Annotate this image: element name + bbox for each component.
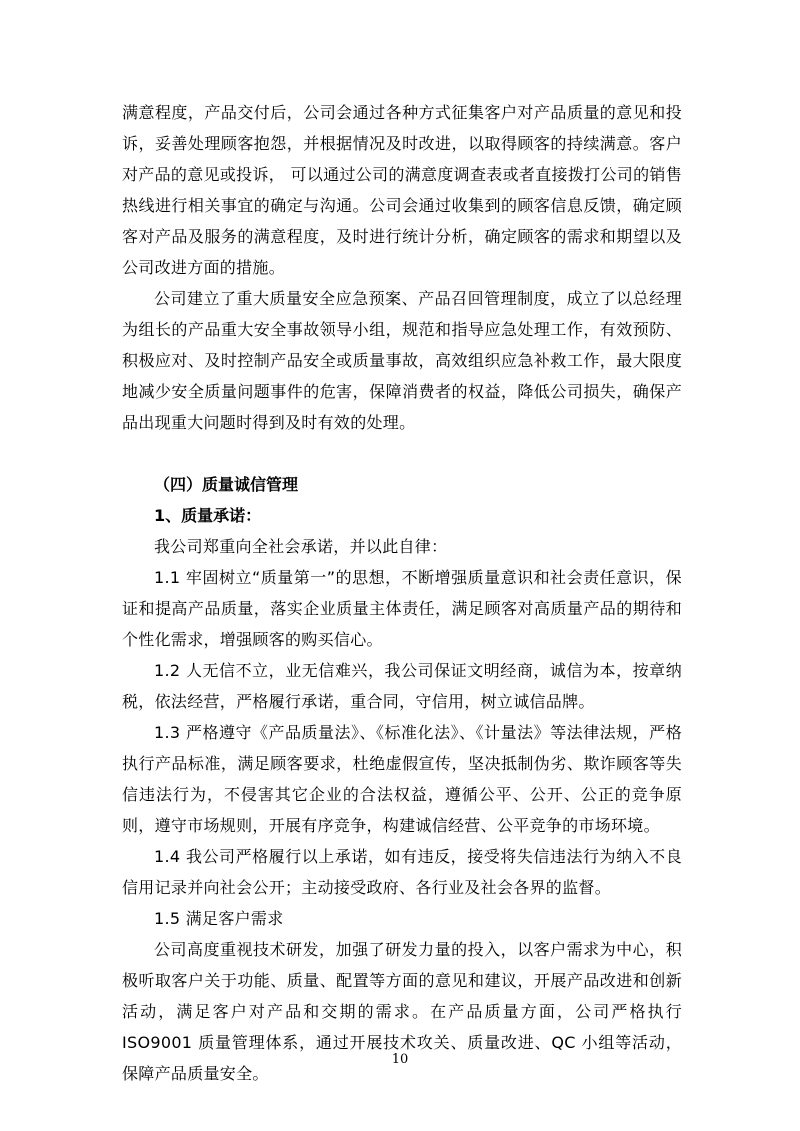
subheading-quality-commitment: 1、质量承诺： [154,506,262,525]
paragraph-item-1-3: 1.3 严格遵守《产品质量法》、《标准化法》、《计量法》等法律法规，严格执行产品标准，满足顾客要求，杜绝虚假宣传，坚决抵制伪劣、欺诈顾客等失信违法行为，不侵害其它企业的合法权益，遵循公平、公开、公正的竞争原则，遵守市场规则，开展有序竞争，构建诚信经营、公平竞争的市场环境。 [122,723,682,835]
section-heading: （四）质量诚信管理 [154,475,299,494]
paragraph-item-1-5-title: 1.5 满足客户需求 [154,909,284,928]
paragraph-item-1-2: 1.2 人无信不立，业无信难兴，我公司保证文明经商，诚信为本，按章纳税，依法经营，严格履行承诺，重合同，守信用，树立诚信品牌。 [122,661,682,711]
paragraph-customer-feedback: 满意程度，产品交付后，公司会通过各种方式征集客户对产品质量的意见和投诉，妥善处理顾客抱怨，并根据情况及时改进，以取得顾客的持续满意。客户对产品的意见或投诉， 可以通过公司的满意度调查表或者直接拨打公司的销售热线进行相关事宜的确定与沟通。公司会通过收集到的顾客信息反馈，确定顾客对产品及服务的满意程度，及时进行统计分析，确定顾客的需求和期望以及公司改进方面的措施。 [122,103,682,277]
paragraph-emergency-plan: 公司建立了重大质量安全应急预案、产品召回管理制度，成立了以总经理为组长的产品重大安全事故领导小组，规范和指导应急处理工作，有效预防、积极应对、及时控制产品安全或质量事故，高效组织应急补救工作，最大限度地减少安全质量问题事件的危害，保障消费者的权益，降低公司损失，确保产品出现重大问题时得到及时有效的处理。 [122,289,682,432]
paragraph-item-1-4: 1.4 我公司严格履行以上承诺，如有违反，接受将失信违法行为纳入不良信用记录并向社会公开；主动接受政府、各行业及社会各界的监督。 [122,847,682,897]
paragraph-item-1-1: 1.1 牢固树立“质量第一”的思想，不断增强质量意识和社会责任意识，保证和提高产品质量，落实企业质量主体责任，满足顾客对高质量产品的期待和个性化需求，增强顾客的购买信心。 [122,568,682,649]
paragraph-commitment-intro: 我公司郑重向全社会承诺，并以此自律： [154,537,448,556]
paragraph-item-1-5-body: 公司高度重视技术研发，加强了研发力量的投入，以客户需求为中心，积极听取客户关于功能、质量、配置等方面的意见和建议，开展产品改进和创新活动，满足客户对产品和交期的需求。在产品质量方面，公司严格执行 ISO9001 质量管理体系，通过开展技术攻关、质量改进、QC 小组等活动，保障产品质量安全。 [122,940,682,1083]
document-body [122,97,682,1089]
page-number: 10 [391,1052,409,1067]
